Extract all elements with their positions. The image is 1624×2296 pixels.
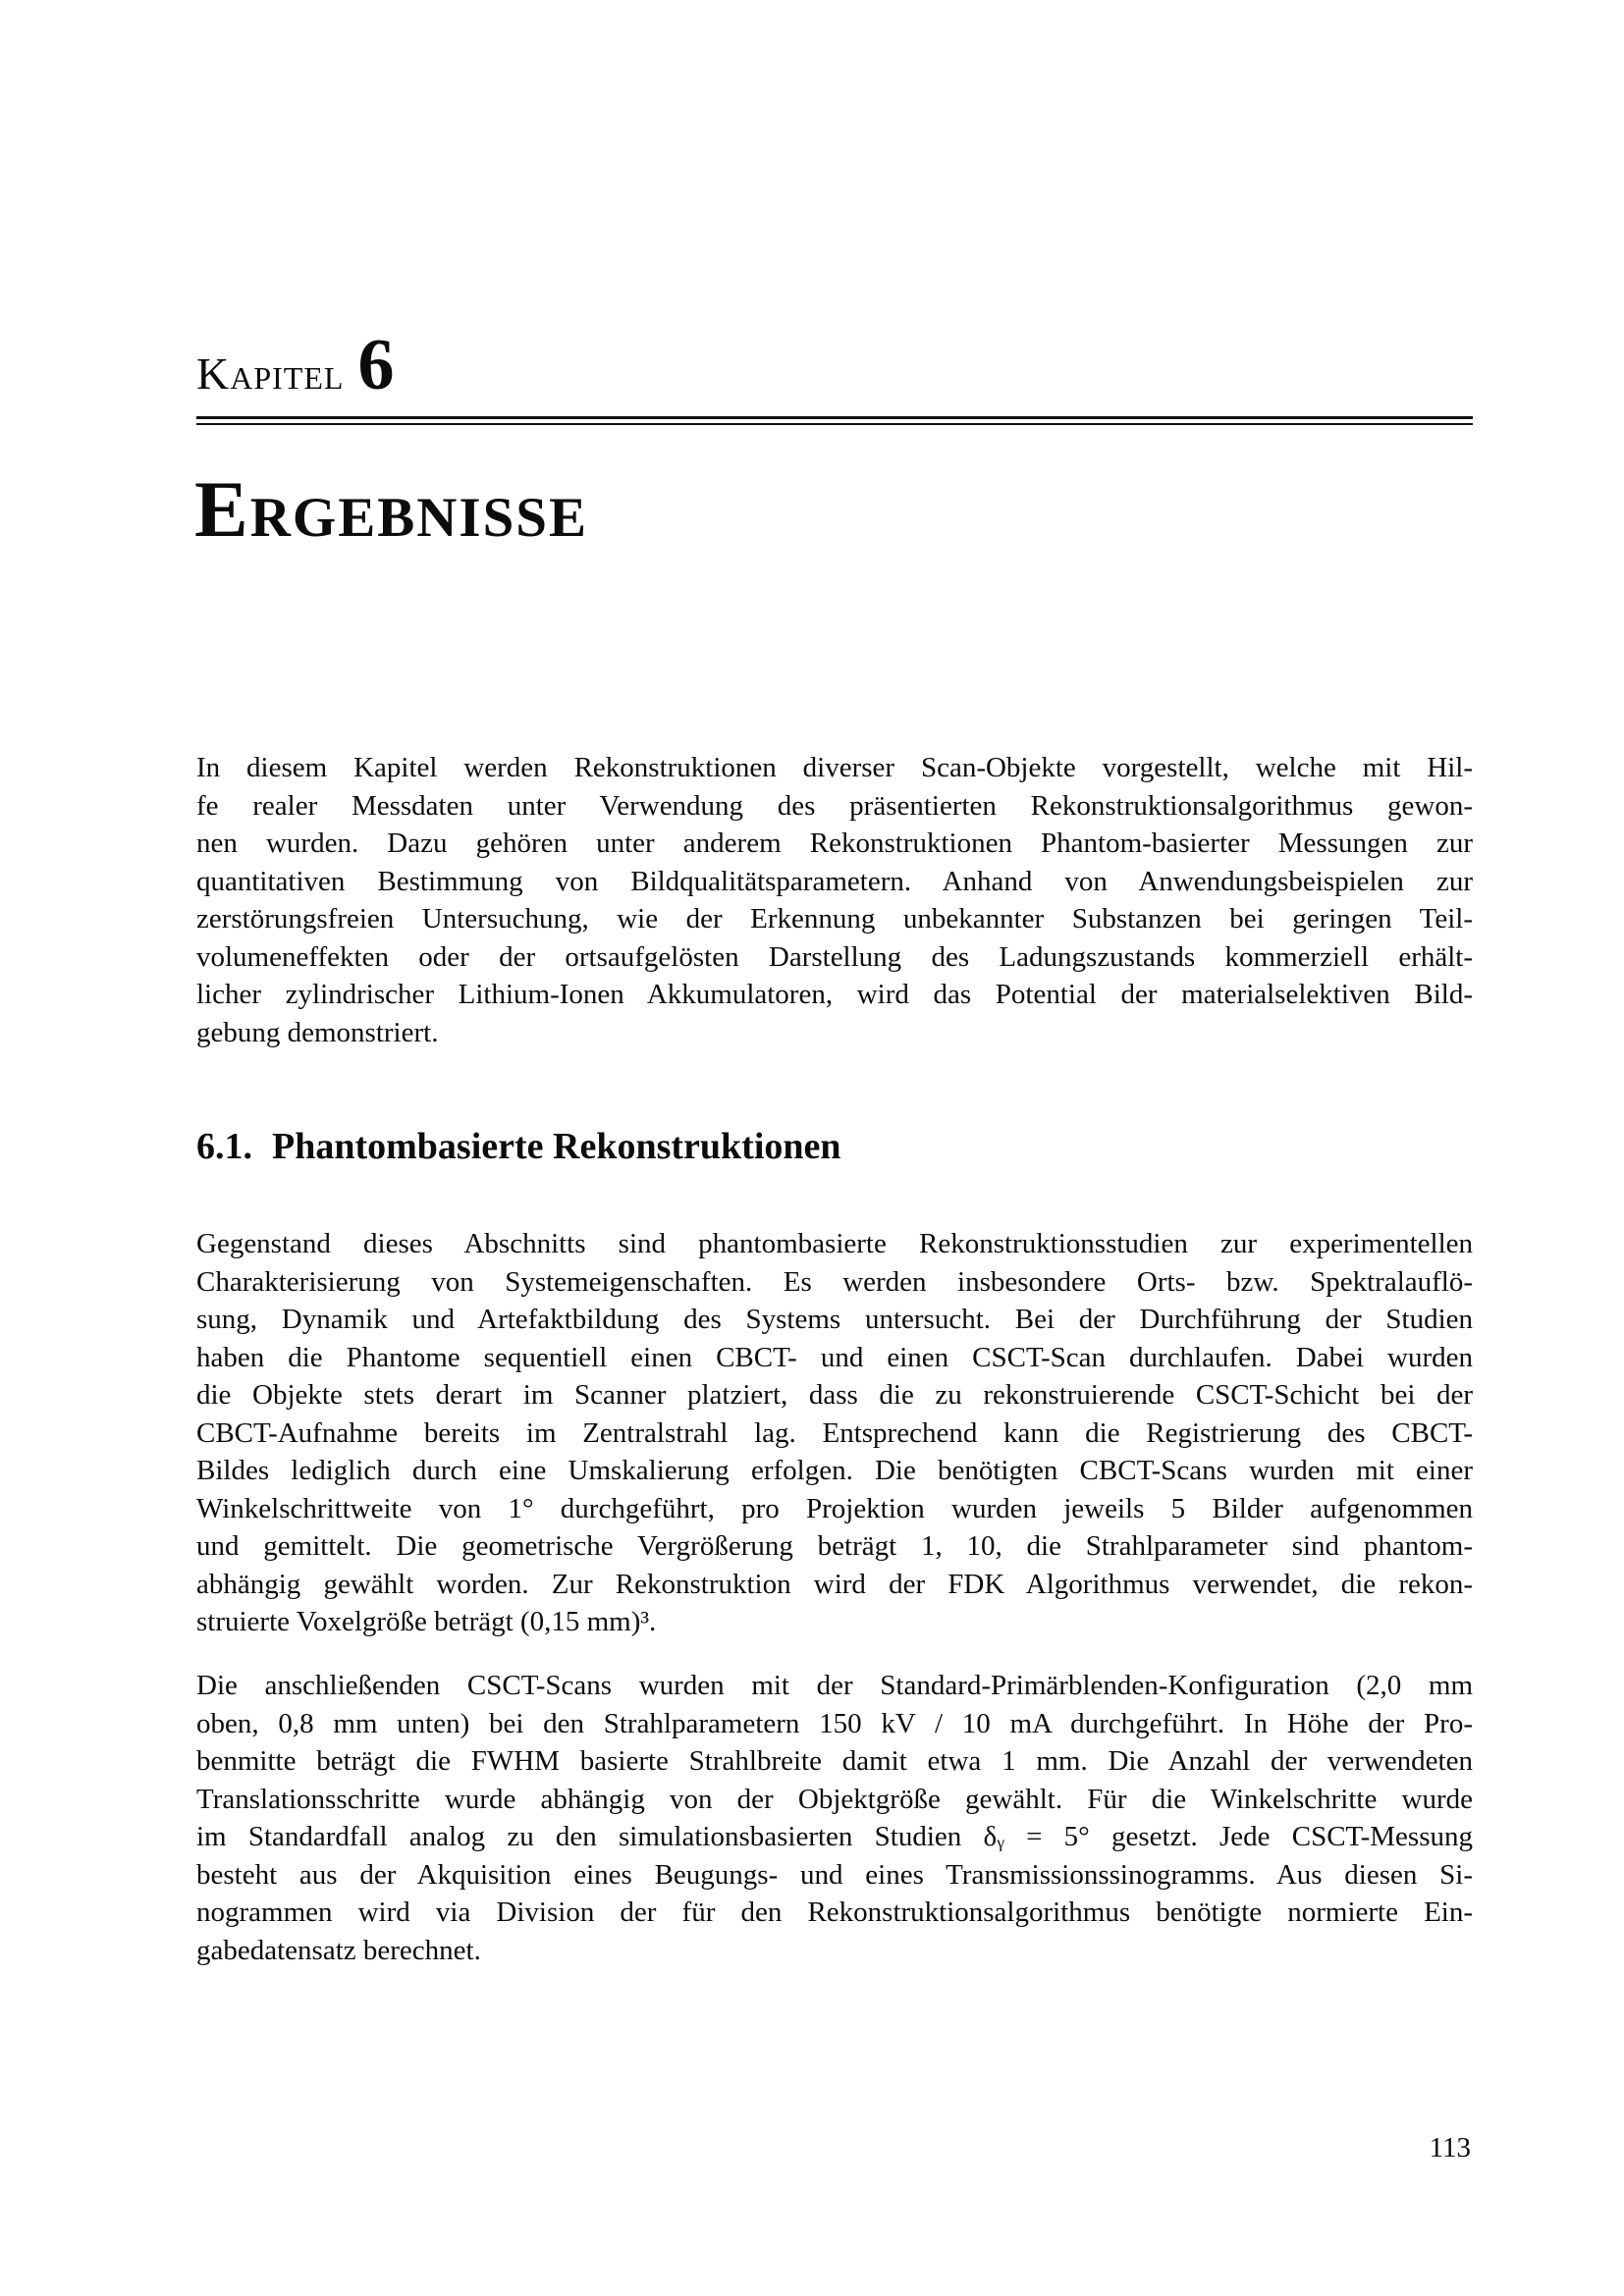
- text-line: gebung demonstriert.: [196, 1016, 439, 1048]
- text-line: zerstörungsfreien Untersuchung, wie der Erkennung unbekannter Substanzen bei geringen Teil-: [196, 903, 1473, 934]
- chapter-heading: [196, 324, 394, 407]
- text-line: oben, 0,8 mm unten) bei den Strahlparametern 150 kV / 10 mA durchgeführt. In Höhe der Pro-: [196, 1707, 1473, 1739]
- body-paragraph-2: [196, 1667, 1473, 1969]
- text-line: die Objekte stets derart im Scanner platziert, dass die zu rekonstruierende CSCT-Schicht bei der: [196, 1379, 1473, 1411]
- text-line: sung, Dynamik und Artefaktbildung des Systems untersucht. Bei der Durchführung der Studien: [196, 1304, 1473, 1335]
- text-line: haben die Phantome sequentiell einen CBCT- und einen CSCT-Scan durchlaufen. Dabei wurden: [196, 1341, 1473, 1373]
- text-line: CBCT-Aufnahme bereits im Zentralstrahl lag. Entsprechend kann die Registrierung des CBCT-: [196, 1416, 1473, 1449]
- text-line: Bildes lediglich durch eine Umskalierung erfolgen. Die benötigten CBCT-Scans wurden mit einer: [196, 1455, 1473, 1486]
- text-line: struierte Voxelgröße beträgt (0,15 mm)³.: [196, 1606, 657, 1637]
- text-line: fe realer Messdaten unter Verwendung des präsentierten Rekonstruktionsalgorithmus gewon-: [196, 789, 1473, 822]
- text-line: Translationsschritte wurde abhängig von der Objektgröße gewählt. Für die Winkelschritte wurde: [196, 1783, 1473, 1815]
- text-line: Gegenstand dieses Abschnitts sind phantombasierte Rekonstruktionsstudien zur experimentellen: [196, 1228, 1473, 1259]
- section-title: Phantombasierte Rekonstruktionen: [272, 1126, 841, 1167]
- text-line: licher zylindrischer Lithium-Ionen Akkumulatoren, wird das Potential der materialselektiven Bild-: [196, 979, 1473, 1010]
- text-line: In diesem Kapitel werden Rekonstruktionen diverser Scan-Objekte vorgestellt, welche mit Hil-: [196, 752, 1473, 783]
- text-line: benmitte beträgt die FWHM basierte Strahlbreite damit etwa 1 mm. Die Anzahl der verwendeten: [196, 1745, 1473, 1777]
- text-line: quantitativen Bestimmung von Bildqualitätsparametern. Anhand von Anwendungsbeispielen zur: [196, 865, 1473, 897]
- text-line: Winkelschrittweite von 1° durchgeführt, pro Projektion wurden jeweils 5 Bilder aufgenommen: [196, 1492, 1473, 1524]
- chapter-divider-rule: [196, 416, 1473, 425]
- chapter-number: 6: [357, 325, 395, 405]
- text-line: nen wurden. Dazu gehören unter anderem Rekonstruktionen Phantom-basierter Messungen zur: [196, 828, 1473, 859]
- section-heading: [196, 1125, 841, 1168]
- intro-paragraph: [196, 749, 1473, 1051]
- section-number: 6.1.: [196, 1126, 252, 1167]
- text-line: im Standardfall analog zu den simulationsbasierten Studien δᵧ = 5° gesetzt. Jede CSCT-Messung: [196, 1821, 1473, 1852]
- text-line: Charakterisierung von Systemeigenschaften. Es werden insbesondere Orts- bzw. Spektralauflö-: [196, 1265, 1473, 1298]
- page-title: Ergebnisse: [194, 464, 588, 554]
- text-line: abhängig gewählt worden. Zur Rekonstruktion wird der FDK Algorithmus verwendet, die rekon-: [196, 1568, 1473, 1600]
- text-line: volumeneffekten oder der ortsaufgelösten Darstellung des Ladungszustands kommerziell erhält-: [196, 940, 1473, 973]
- text-line: gabedatensatz berechnet.: [196, 1934, 481, 1966]
- body-paragraph-1: [196, 1225, 1473, 1641]
- text-line: Die anschließenden CSCT-Scans wurden mit der Standard-Primärblenden-Konfiguration (2,0 mm: [196, 1670, 1473, 1701]
- text-line: besteht aus der Akquisition eines Beugungs- und eines Transmissionssinogramms. Aus diesen Si-: [196, 1858, 1473, 1891]
- text-line: nogrammen wird via Division der für den Rekonstruktionsalgorithmus benötigte normierte Ein-: [196, 1896, 1473, 1928]
- chapter-label: Kapitel: [196, 348, 345, 399]
- page-number: 113: [1429, 2132, 1471, 2163]
- text-line: und gemittelt. Die geometrische Vergrößerung beträgt 1, 10, die Strahlparameter sind phantom-: [196, 1530, 1473, 1562]
